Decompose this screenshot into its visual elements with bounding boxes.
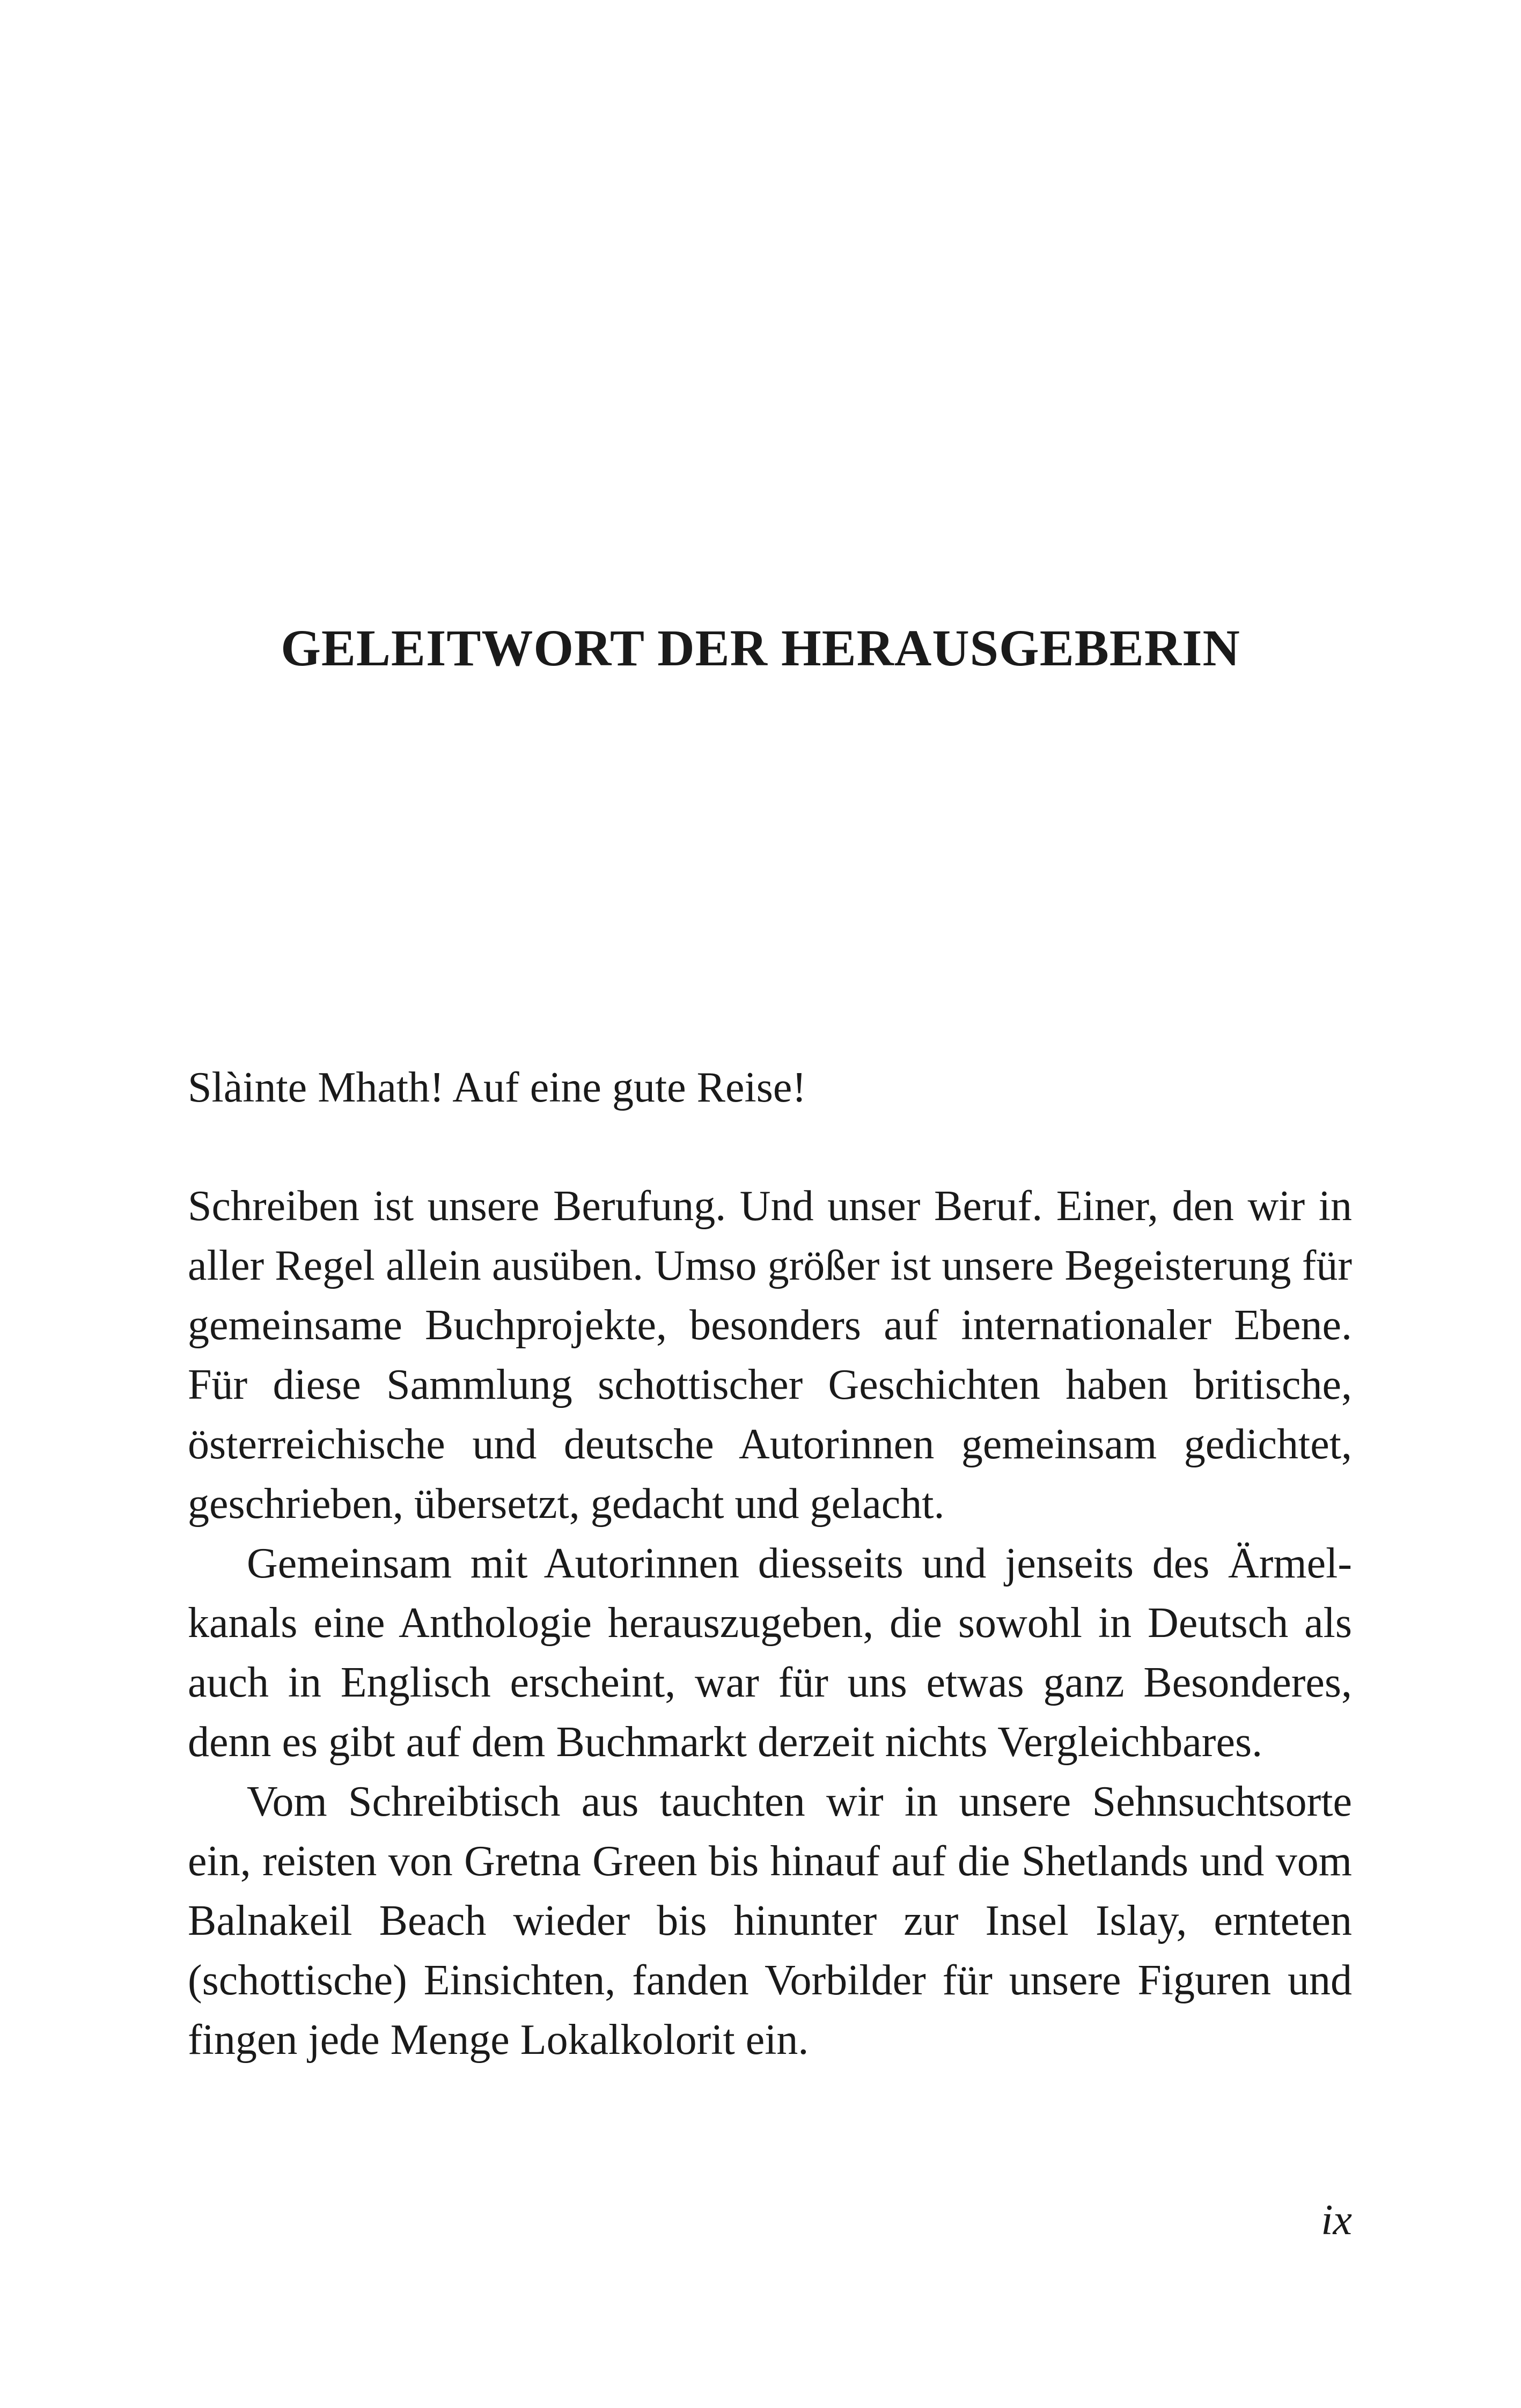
paragraph-1: Schreiben ist unsere Berufung. Und unser Beruf. Einer, den wir in aller Regel allein ausüben. Umso größer ist unsere Begeisterung für gemeinsame Buchprojekte, besonders auf internationaler Ebene. Für diese Sammlung schottischer Geschichten haben britische, österreichische und deutsche Autorinnen gemeinsam gedichtet, geschrieben, übersetzt, gedacht und gelacht. (188, 1183, 1352, 1528)
body-text (188, 1177, 1352, 2070)
chapter-heading: GELEITWORT DER HERAUSGEBERIN (281, 619, 1240, 677)
paragraph-3: Vom Schreibtisch aus tauchten wir in unsere Sehnsuchtsorte ein, reisten von Gretna Green bis hinauf auf die Shetlands und vom Balnakeil Beach wieder bis hinunter zur Insel Islay, ernteten (schottische) Einsichten, fanden Vorbilder für unsere Figuren und fingen jede Menge Lokalkolorit ein. (188, 1778, 1352, 2064)
greeting-text: Slàinte Mhath! Auf eine gute Reise! (188, 1064, 807, 1111)
paragraph-2: Gemeinsam mit Autorinnen diesseits und jenseits des Ärmelkanals eine Anthologie herauszugeben, die sowohl in Deutsch als auch in Englisch erscheint, war für uns etwas ganz Besonderes, denn es gibt auf dem Buchmarkt derzeit nichts Vergleichbares. (188, 1540, 1352, 1766)
page-number: ix (1321, 2197, 1352, 2244)
greeting-line (188, 1058, 1352, 1118)
